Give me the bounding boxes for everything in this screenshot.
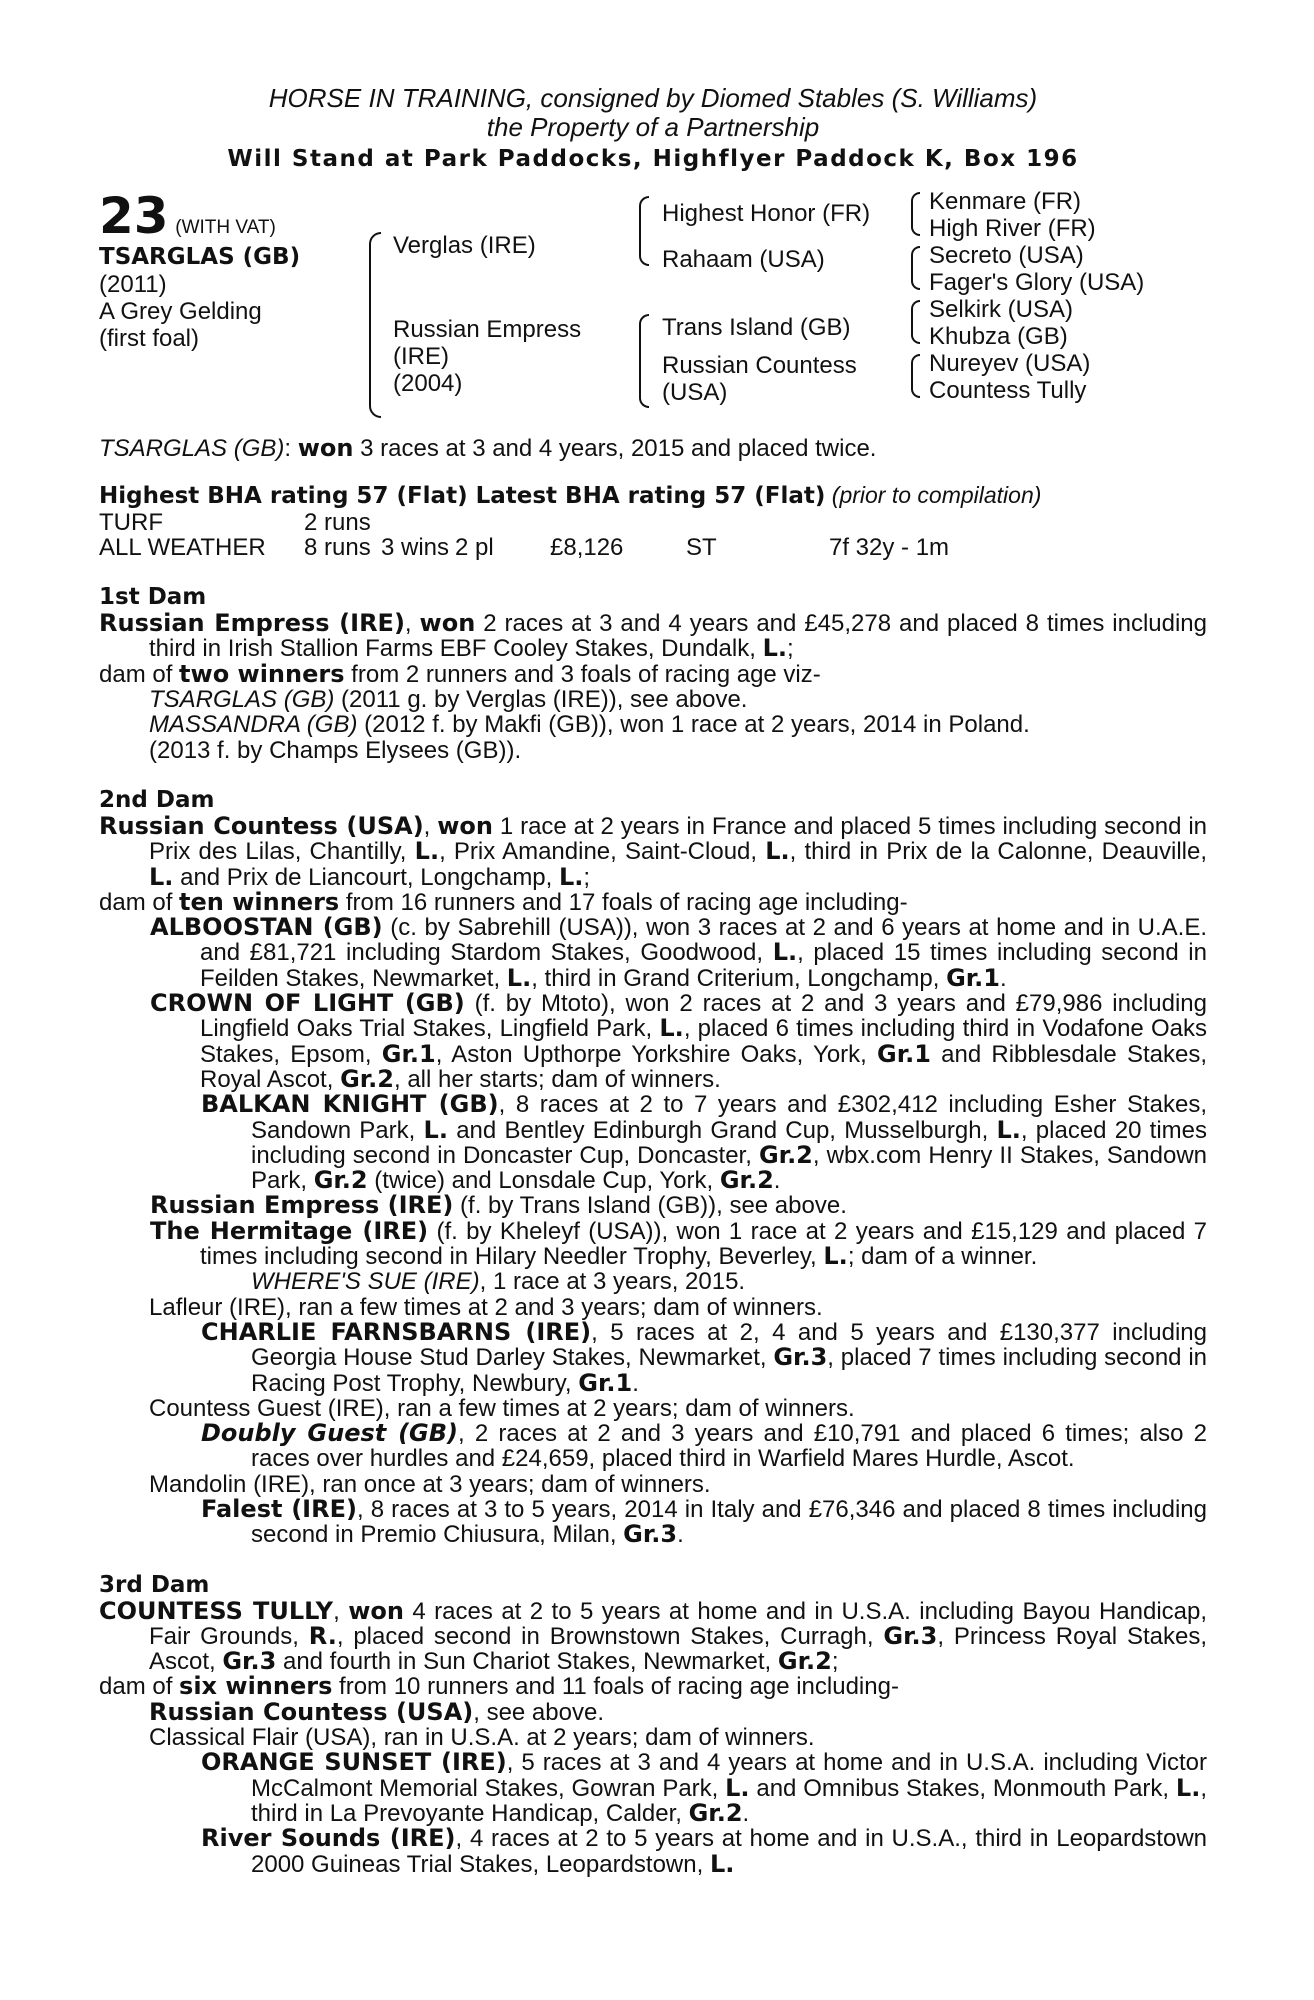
dam-of-line: dam of six winners from 10 runners and 11 foals of racing age including- — [99, 1672, 899, 1701]
offspring-falest: Falest (IRE), 8 races at 3 to 5 years, 2014 in Italy and £76,346 and placed 8 times including second in Premio Chiusura, Milan, Gr.3. — [201, 1494, 1207, 1549]
sds: Secreto (USA) — [929, 242, 1084, 269]
dds: Nureyev (USA) — [929, 350, 1091, 377]
rating-note: (prior to compilation) — [831, 482, 1042, 509]
consignor-line: HORSE IN TRAINING, consigned by Diomed Stables (S. Williams) — [268, 83, 1038, 113]
offspring-the-hermitage: The Hermitage (IRE) (f. by Kheleyf (USA)), won 1 race at 2 years and £15,129 and placed 7 times including second in Hilary Needler Trophy, Beverley, L.; dam of a winner. — [150, 1216, 1208, 1271]
property-line: the Property of a Partnership — [486, 112, 820, 142]
second-dam-section — [99, 787, 1207, 1548]
offspring-russian-empress: Russian Empress (IRE) (f. by Trans Island (GB)), see above. — [150, 1191, 847, 1220]
pedigree-block — [99, 188, 1207, 428]
offspring-russian-countess: Russian Countess (USA), see above. — [149, 1697, 604, 1726]
offspring-charlie-farnsbarns: CHARLIE FARNSBARNS (IRE), 5 races at 2, 4 and 5 years and £130,377 including Georgia House Stud Darley Stakes, Newmarket, Gr.3, placed 7 times including second in Racing Post Trophy, Newbury, Gr.1. — [201, 1317, 1208, 1397]
race-summary: TSARGLAS (GB): won 3 races at 3 and 4 years, 2015 and placed twice. — [99, 434, 877, 462]
dam-of-line: dam of ten winners from 16 runners and 17 foals of racing age including- — [99, 887, 908, 916]
dam-line-1: Russian Empress — [393, 316, 582, 343]
offspring-river-sounds: River Sounds (IRE), 4 races at 2 to 5 years at home and in U.S.A., third in Leopardstown 2000 Guineas Trial Stakes, Leopardstown, L. — [201, 1824, 1207, 1878]
dam-sire: Trans Island (GB) — [662, 314, 851, 341]
location-line: Will Stand at Park Paddocks, Highflyer Paddock K, Box 196 — [227, 146, 1079, 172]
dam-dam-line-2: (USA) — [662, 379, 728, 406]
pedigree-brace — [911, 192, 920, 236]
dam-dam-line-1: Russian Countess — [662, 352, 857, 379]
offspring-1: TSARGLAS (GB) (2011 g. by Verglas (IRE)), see above. — [149, 686, 748, 714]
offspring-classical-flair: Classical Flair (USA), ran in U.S.A. at 2 years; dam of winners. — [149, 1724, 815, 1752]
section-title: 1st Dam — [99, 584, 207, 611]
horse-description: A Grey Gelding — [99, 298, 262, 325]
offspring-doubly-guest: Doubly Guest (GB), 2 races at 2 and 3 years and £10,791 and placed 6 times; also 2 races over hurdles and £24,659, placed third in Warfield Mares Hurdle, Ascot. — [201, 1419, 1207, 1473]
section-title: 2nd Dam — [99, 786, 215, 813]
vat-label: (WITH VAT) — [175, 217, 276, 238]
turf-record: TURF 2 runs — [99, 508, 371, 536]
offspring-alboostan: ALBOOSTAN (GB) (c. by Sabrehill (USA)), won 3 races at 2 and 6 years at home and in U.A.E. and £81,721 including Stardom Stakes, Goodwood, L., placed 15 times including second in Feilden Stakes, Newmarket, L., third in Grand Criterium, Longchamp, Gr.1. — [150, 913, 1208, 992]
sss: Kenmare (FR) — [929, 188, 1082, 215]
sdd: Fager's Glory (USA) — [929, 269, 1145, 296]
bha-rating: Highest BHA rating 57 (Flat) Latest BHA rating 57 (Flat) — [99, 483, 826, 510]
offspring-crown-of-light: CROWN OF LIGHT (GB) (f. by Mtoto), won 2 races at 2 and 3 years and £79,986 including Lingfield Oaks Trial Stakes, Lingfield Park, L., placed 6 times including third in Vodafone Oaks Stakes, Epsom, Gr.1, Aston Upthorpe Yorkshire Oaks, York, Gr.1 and Ribblesdale Stakes, Royal Ascot, Gr.2, all her starts; dam of winners. — [150, 989, 1208, 1093]
offspring-2: MASSANDRA (GB) (2012 f. by Makfi (GB)), won 1 race at 2 years, 2014 in Poland. — [149, 711, 1030, 739]
lot-number: 23 — [99, 187, 169, 245]
dam-entry: Russian Empress (IRE), won 2 races at 3 and 4 years and £45,278 and placed 8 times including third in Irish Stallion Farms EBF Cooley Stakes, Dundalk, L.; — [99, 609, 1207, 663]
dam-entry: Russian Countess (USA), won 1 race at 2 years in France and placed 5 times including second in Prix des Lilas, Chantilly, L., Prix Amandine, Saint-Cloud, L., third in Prix de la Calonne, Deauville, L. and Prix de Liancourt, Longchamp, L.; — [99, 811, 1208, 891]
sire-sire: Highest Honor (FR) — [662, 200, 871, 227]
rating-section — [99, 483, 1207, 560]
sire: Verglas (IRE) — [393, 232, 536, 259]
first-dam-section — [99, 584, 1207, 763]
pedigree-brace — [911, 246, 920, 290]
offspring-balkan-knight: BALKAN KNIGHT (GB), 8 races at 2 to 7 years and £302,412 including Esher Stakes, Sandown Park, L. and Bentley Edinburgh Grand Cup, Musselburgh, L., placed 20 times including second in Doncaster Cup, Doncaster, Gr.2, wbx.com Henry II Stakes, Sandown Park, Gr.2 (twice) and Lonsdale Cup, York, Gr.2. — [201, 1090, 1208, 1195]
pedigree-brace — [639, 196, 649, 266]
pedigree-brace — [369, 232, 381, 418]
pedigree-brace — [911, 354, 920, 398]
dam-line-2: (IRE) — [393, 343, 449, 370]
lot-heading — [99, 188, 276, 244]
foaling-year: (2011) — [99, 271, 167, 298]
offspring-lafleur: Lafleur (IRE), ran a few times at 2 and 3 years; dam of winners. — [149, 1293, 823, 1321]
section-title: 3rd Dam — [99, 1571, 210, 1598]
offspring-orange-sunset: ORANGE SUNSET (IRE), 5 races at 3 and 4 years at home and in U.S.A. including Victor McCalmont Memorial Stakes, Gowran Park, L. and Omnibus Stakes, Monmouth Park, L., third in La Prevoyante Handicap, Calder, Gr.2. — [201, 1748, 1207, 1827]
pedigree-brace — [639, 314, 649, 408]
offspring-countess-guest: Countess Guest (IRE), ran a few times at 2 years; dam of winners. — [149, 1394, 855, 1422]
third-dam-section — [99, 1572, 1207, 1877]
dsd: Khubza (GB) — [929, 323, 1068, 350]
foal-note: (first foal) — [99, 325, 200, 352]
dam-line-3: (2004) — [393, 370, 463, 397]
pedigree-brace — [911, 300, 920, 344]
dss: Selkirk (USA) — [929, 296, 1074, 323]
offspring-wheres-sue: WHERE'S SUE (IRE), 1 race at 3 years, 2015. — [251, 1268, 746, 1296]
ddd: Countess Tully — [929, 377, 1087, 404]
offspring-mandolin: Mandolin (IRE), ran once at 3 years; dam of winners. — [149, 1470, 711, 1498]
dam-entry: COUNTESS TULLY, won 4 races at 2 to 5 years at home and in U.S.A. including Bayou Handicap, Fair Grounds, R., placed second in Brownstown Stakes, Curragh, Gr.3, Princess Royal Stakes, Ascot, Gr.3 and fourth in Sun Chariot Stakes, Newmarket, Gr.2; — [99, 1596, 1208, 1676]
offspring-3: (2013 f. by Champs Elysees (GB)). — [149, 736, 522, 764]
all-weather-record: ALL WEATHER 8 runs 3 wins 2 pl £8,126 ST 7f 32y - 1m — [99, 533, 950, 561]
horse-name: TSARGLAS (GB) — [99, 244, 301, 270]
sire-dam: Rahaam (USA) — [662, 246, 825, 273]
catalogue-page — [99, 84, 1207, 1877]
ssd: High River (FR) — [929, 215, 1096, 242]
dam-of-line: dam of two winners from 2 runners and 3 foals of racing age viz- — [99, 659, 821, 688]
